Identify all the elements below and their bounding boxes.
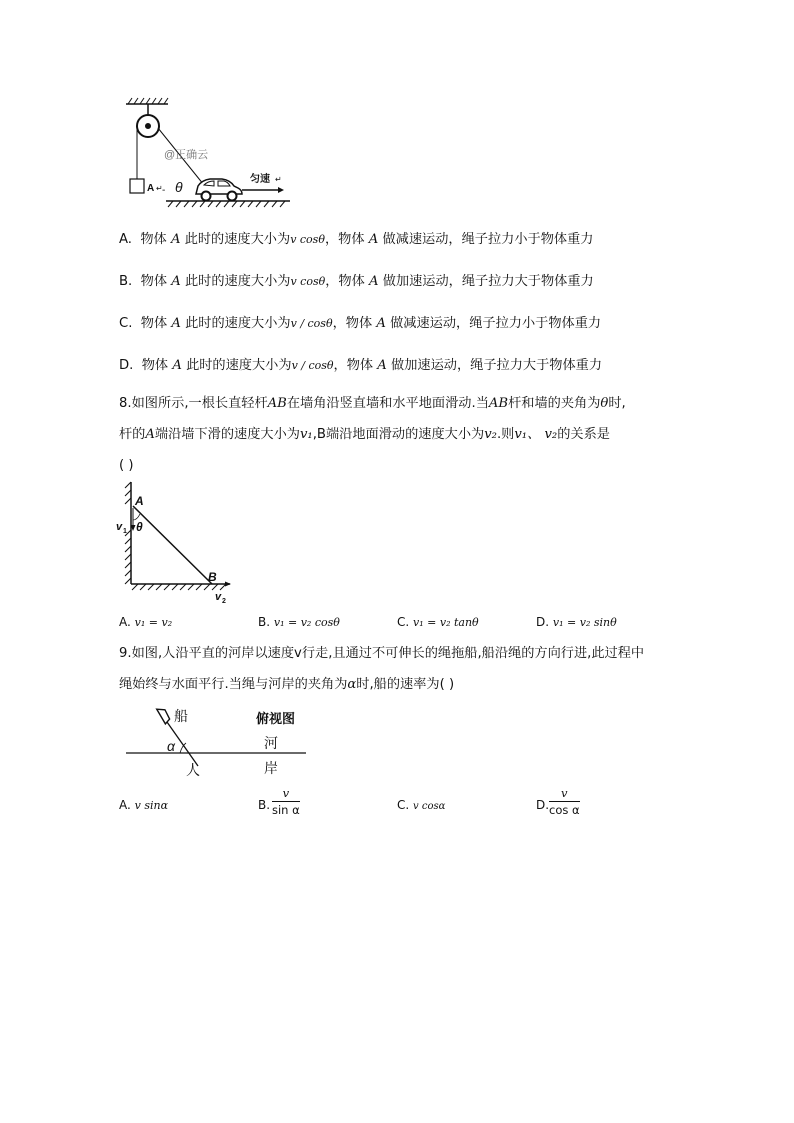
q9-option-d-fraction: $\frac{v}{\text{cos α}}$ <box>549 786 580 817</box>
q9-option-d[interactable]: D. <box>536 798 550 812</box>
q9-stem-line2: 绳始终与水面平行.当绳与河岸的夹角为α时,船的速率为( ) <box>119 677 455 692</box>
q8-label-b: B <box>208 570 217 584</box>
q7-watermark: @正确云 <box>164 149 209 161</box>
q9-option-b-fraction: $\frac{v}{\text{sin α}}$ <box>272 786 300 817</box>
q9-stem-line1: 9.如图,人沿平直的河岸以速度v行走,且通过不可伸长的绳拖船,船沿绳的方向行进,此过程中 <box>119 646 645 661</box>
q9-option-c[interactable]: C. v cosα <box>397 798 446 812</box>
q7-theta: θ <box>175 179 183 195</box>
boat-icon <box>157 707 171 725</box>
q8-option-a[interactable]: A. v₁ = v₂ <box>119 615 173 629</box>
q8-option-b[interactable]: B. v₁ = v₂ cosθ <box>258 615 340 629</box>
q7-pulley-car-figure <box>118 96 298 214</box>
q9-label-alpha: α <box>167 738 175 754</box>
q9-option-a[interactable]: A. v sinα <box>119 798 169 812</box>
q9-label-bank: 岸 <box>264 760 278 776</box>
q8-label-a: A <box>135 494 144 508</box>
q8-stem-line2: 杆的A端沿墙下滑的速度大小为v₁,B端沿地面滑动的速度大小为v₂.则v₁、 v₂的关系是 <box>119 427 610 442</box>
q7-uniform-label: 匀速 <box>250 174 270 185</box>
q8-label-theta: θ <box>136 520 143 534</box>
svg-text:↵: ↵ <box>275 175 282 184</box>
q8-stem-line1: 8.如图所示,一根长直轻杆AB在墙角沿竖直墙和水平地面滑动.当AB杆和墙的夹角为θ时, <box>119 396 626 411</box>
q7-option-d[interactable]: D. 物体 A 此时的速度大小为v / cosθ，物体 A 做加速运动，绳子拉力大于物体重力 <box>119 358 603 373</box>
q7-option-a[interactable]: A. 物体 A 此时的速度大小为v cosθ，物体 A 做减速运动，绳子拉力小于物体重力 <box>119 232 594 247</box>
q9-option-b[interactable]: B. <box>258 798 271 812</box>
q9-label-river: 河 <box>264 735 278 751</box>
svg-text:-: - <box>162 185 166 196</box>
q7-option-c[interactable]: C. 物体 A 此时的速度大小为v / cosθ，物体 A 做减速运动，绳子拉力小于物体重力 <box>119 316 602 331</box>
car-icon <box>196 179 242 201</box>
q7-label-a: A <box>147 183 155 194</box>
q8-label-v2-sub: 2 <box>222 598 226 605</box>
q8-label-v1: v <box>116 521 123 533</box>
q8-label-v1-sub: 1 <box>123 528 127 535</box>
q9-label-person: 人 <box>186 762 200 778</box>
q9-boat-topview-figure <box>122 702 312 780</box>
q8-option-c[interactable]: C. v₁ = v₂ tanθ <box>397 615 479 629</box>
q7-option-b[interactable]: B. 物体 A 此时的速度大小为v cosθ，物体 A 做加速运动，绳子拉力大于物体重力 <box>119 274 594 289</box>
q8-answer-paren: ( ) <box>119 458 134 473</box>
svg-text:↵: ↵ <box>156 184 163 193</box>
q9-label-boat: 船 <box>174 708 188 724</box>
q8-option-d[interactable]: D. v₁ = v₂ sinθ <box>536 615 617 629</box>
q8-label-v2: v <box>215 591 222 603</box>
q8-rod-wall-figure <box>112 478 242 606</box>
q9-label-top-view: 俯视图 <box>256 711 296 726</box>
